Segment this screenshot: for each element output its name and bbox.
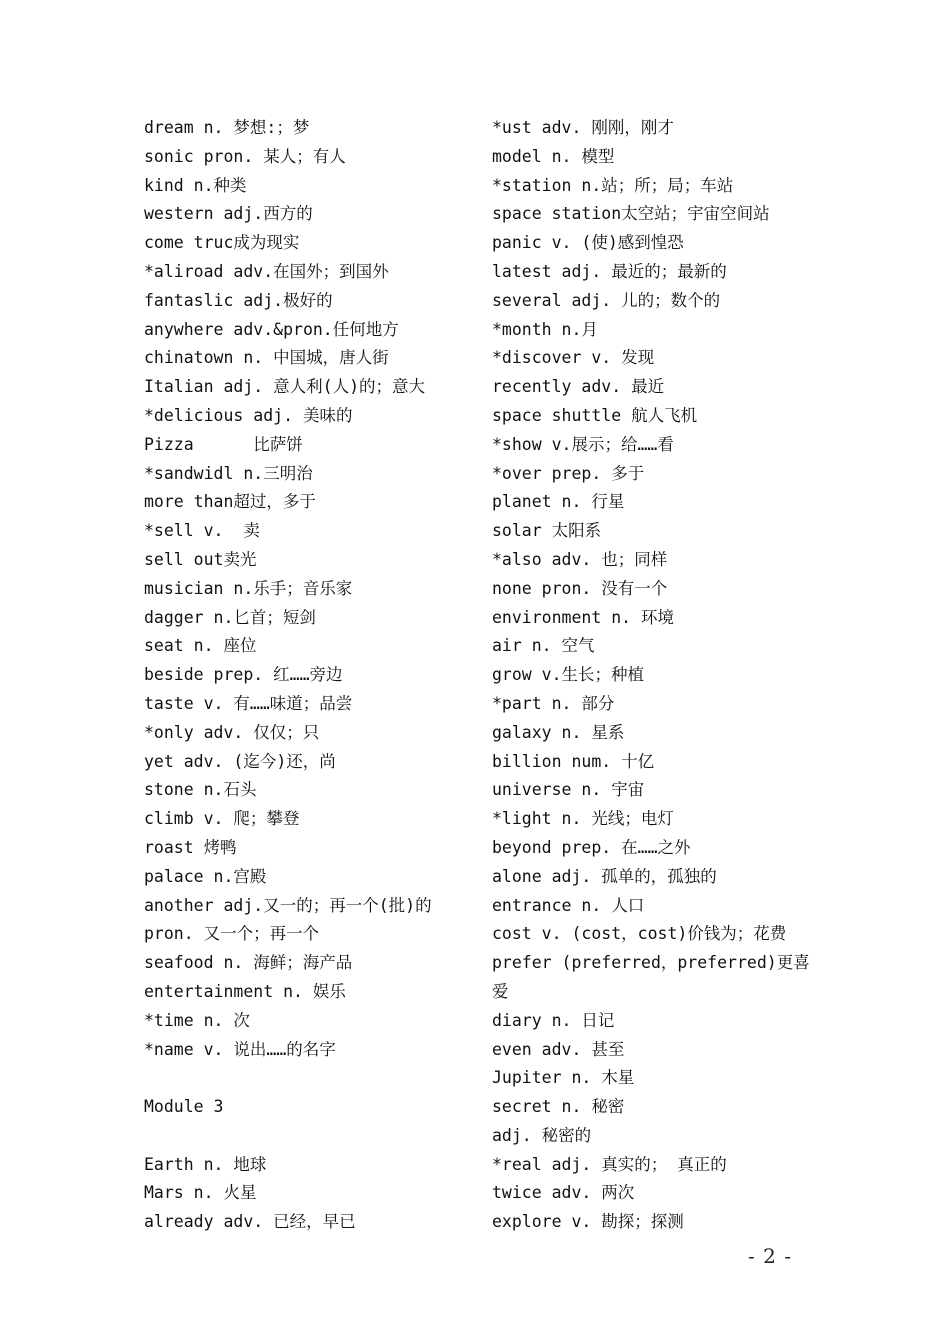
vocabulary-line: seafood n. 海鲜；海产品 xyxy=(144,953,353,973)
vocabulary-line: chinatown n. 中国城，唐人街 xyxy=(144,348,389,368)
vocabulary-line: Earth n. 地球 xyxy=(144,1154,267,1174)
vocabulary-line: taste v. 有……味道；品尝 xyxy=(144,693,353,713)
vocabulary-line: *delicious adj. 美味的 xyxy=(144,405,353,425)
vocabulary-line: billion num. 十亿 xyxy=(492,751,655,771)
vocabulary-line: *ust adv. 刚刚，刚才 xyxy=(492,118,674,137)
vocabulary-line: another adj.又一的；再一个(批)的 xyxy=(144,895,432,915)
vocabulary-line: *show v.展示；给……看 xyxy=(492,434,674,454)
vocabulary-line xyxy=(144,1064,480,1093)
vocabulary-line: western adj.西方的 xyxy=(144,204,313,224)
vocabulary-line: cost v. (cost，cost)价钱为；花费 xyxy=(492,924,787,944)
vocabulary-line: *light n. 光线；电灯 xyxy=(492,809,674,829)
vocabulary-line: seat n. 座位 xyxy=(144,636,257,656)
vocabulary-line: dream n. 梦想:；梦 xyxy=(144,118,310,137)
vocabulary-line: *station n.站；所；局；车站 xyxy=(492,175,734,195)
vocabulary-line: twice adv. 两次 xyxy=(492,1183,635,1203)
vocabulary-line: space station太空站；宇宙空间站 xyxy=(492,204,770,224)
vocabulary-line: air n. 空气 xyxy=(492,636,595,656)
vocabulary-line: entrance n. 人口 xyxy=(492,895,645,915)
vocabulary-line: *real adj. 真实的； 真正的 xyxy=(492,1154,727,1174)
vocabulary-line: planet n. 行星 xyxy=(492,492,625,512)
vocabulary-line: palace n.宫殿 xyxy=(144,866,267,886)
vocabulary-line: *time n. 次 xyxy=(144,1010,250,1030)
left-vocabulary-column xyxy=(144,114,480,1237)
vocabulary-line: *sell v. 卖 xyxy=(144,521,260,541)
vocabulary-line: climb v. 爬；攀登 xyxy=(144,809,300,829)
vocabulary-line: beyond prep. 在……之外 xyxy=(492,837,691,857)
vocabulary-line: Module 3 xyxy=(144,1097,224,1117)
vocabulary-line: pron. 又一个；再一个 xyxy=(144,924,320,944)
vocabulary-line: musician n.乐手；音乐家 xyxy=(144,578,353,598)
vocabulary-line: come truc成为现实 xyxy=(144,233,300,253)
vocabulary-line: model n. 模型 xyxy=(492,146,615,166)
vocabulary-line: *name v. 说出……的名字 xyxy=(144,1039,336,1059)
vocabulary-line: *also adv. 也；同样 xyxy=(492,549,668,569)
vocabulary-line: more than超过，多于 xyxy=(144,492,316,512)
vocabulary-line: *sandwidl n.三明治 xyxy=(144,463,313,483)
vocabulary-line: alone adj. 孤单的，孤独的 xyxy=(492,866,717,886)
vocabulary-line: none pron. 没有一个 xyxy=(492,578,668,598)
vocabulary-line: roast 烤鸭 xyxy=(144,837,237,857)
vocabulary-line: environment n. 环境 xyxy=(492,607,675,627)
vocabulary-line: *discover v. 发现 xyxy=(492,348,655,368)
page-number: - 2 - xyxy=(748,1244,792,1268)
vocabulary-line: galaxy n. 星系 xyxy=(492,722,625,742)
vocabulary-line: Mars n. 火星 xyxy=(144,1183,257,1203)
vocabulary-line: solar 太阳系 xyxy=(492,521,602,541)
vocabulary-line: sonic pron. 某人；有人 xyxy=(144,146,346,166)
vocabulary-line: diary n. 日记 xyxy=(492,1010,615,1030)
vocabulary-line: already adv. 已经，早已 xyxy=(144,1212,356,1232)
vocabulary-line: entertainment n. 娱乐 xyxy=(144,981,346,1001)
right-vocabulary-column xyxy=(492,114,822,1237)
vocabulary-line: adj. 秘密的 xyxy=(492,1125,592,1145)
vocabulary-line: 爱 xyxy=(492,981,509,1001)
vocabulary-line: secret n. 秘密 xyxy=(492,1097,625,1117)
vocabulary-line: even adv. 甚至 xyxy=(492,1039,625,1059)
vocabulary-line: anywhere adv.&pron.任何地方 xyxy=(144,319,399,339)
vocabulary-line: *only adv. 仅仅；只 xyxy=(144,722,320,742)
vocabulary-line: grow v.生长；种植 xyxy=(492,665,645,685)
vocabulary-line: explore v. 勘探；探测 xyxy=(492,1212,684,1232)
vocabulary-line: *part n. 部分 xyxy=(492,693,615,713)
vocabulary-line: *over prep. 多于 xyxy=(492,463,645,483)
vocabulary-line: yet adv. (迄今)还，尚 xyxy=(144,751,336,771)
vocabulary-line: beside prep. 红……旁边 xyxy=(144,665,343,685)
vocabulary-line: prefer (preferred，preferred)更喜 xyxy=(492,953,810,973)
vocabulary-line: universe n. 宇宙 xyxy=(492,780,645,800)
vocabulary-line: recently adv. 最近 xyxy=(492,377,665,397)
vocabulary-line: *month n.月 xyxy=(492,319,598,339)
vocabulary-line: sell out卖光 xyxy=(144,549,257,569)
vocabulary-line: *aliroad adv.在国外；到国外 xyxy=(144,261,389,281)
vocabulary-line: dagger n.匕首；短剑 xyxy=(144,607,316,627)
vocabulary-line xyxy=(144,1122,480,1151)
vocabulary-line: Jupiter n. 木星 xyxy=(492,1068,635,1088)
vocabulary-line: kind n.种类 xyxy=(144,175,247,195)
vocabulary-line: fantaslic adj.极好的 xyxy=(144,290,333,310)
vocabulary-line: panic v. (使)感到惶恐 xyxy=(492,233,684,253)
vocabulary-line: several adj. 儿的；数个的 xyxy=(492,290,721,310)
vocabulary-line: stone n.石头 xyxy=(144,780,257,800)
vocabulary-line: Pizza 比萨饼 xyxy=(144,434,303,454)
vocabulary-line: space shuttle 航人飞机 xyxy=(492,405,698,425)
vocabulary-line: Italian adj. 意人利(人)的；意大 xyxy=(144,377,426,397)
vocabulary-line: latest adj. 最近的；最新的 xyxy=(492,261,727,281)
